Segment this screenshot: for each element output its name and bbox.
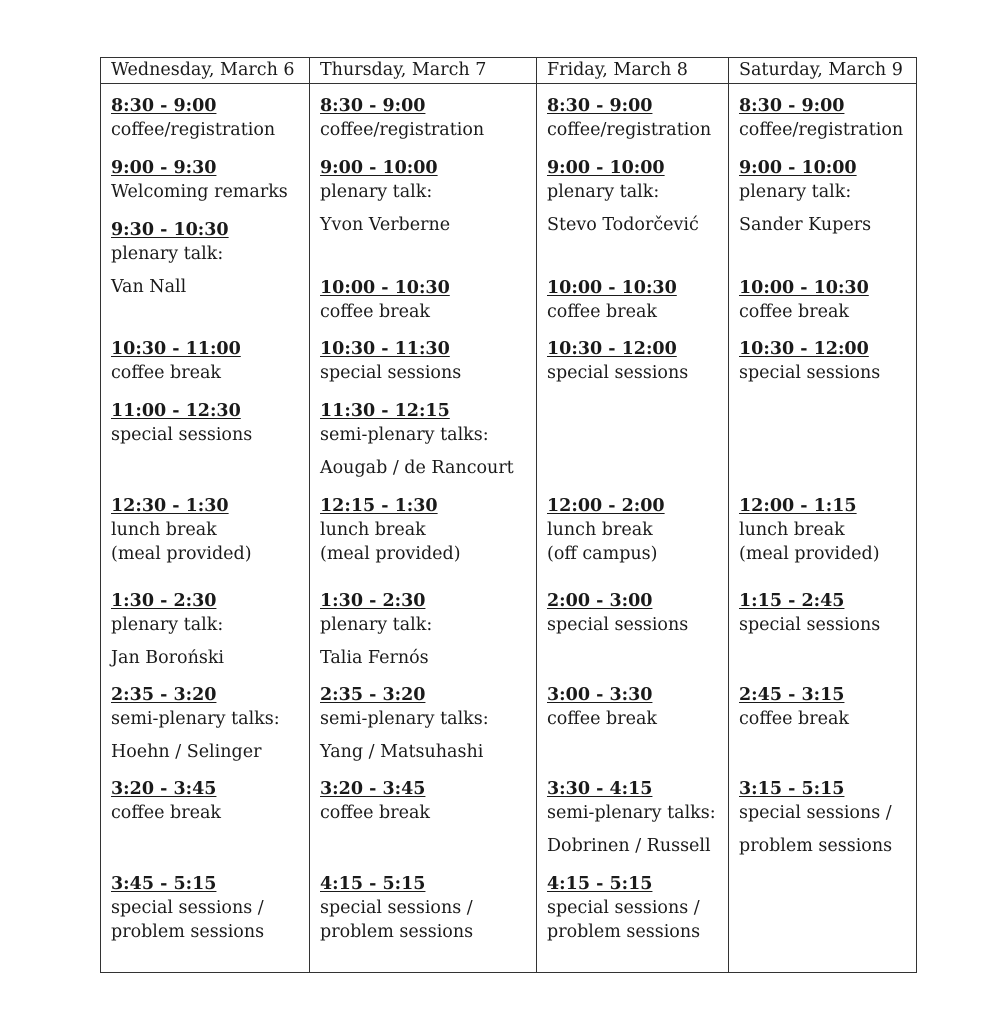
column-thursday — [310, 83, 536, 972]
time-slot: 9:30 - 10:30 — [111, 220, 229, 240]
day-header-thursday: Thursday, March 7 — [320, 60, 487, 80]
schedule-block — [111, 156, 288, 204]
session-description: lunch break — [111, 520, 217, 540]
session-description: semi-plenary talks: — [111, 709, 280, 729]
column-friday — [537, 83, 728, 972]
session-description: special sessions — [739, 363, 881, 383]
speaker-name: Yvon Verberne — [320, 215, 451, 235]
schedule-block — [320, 337, 461, 385]
time-slot: 12:00 - 2:00 — [547, 496, 665, 516]
time-slot: 4:15 - 5:15 — [320, 874, 426, 894]
session-description: coffee/registration — [320, 120, 485, 140]
time-slot: 9:00 - 10:00 — [320, 158, 438, 178]
schedule-block — [111, 872, 264, 944]
schedule-block — [547, 683, 657, 731]
session-description: plenary talk: — [320, 615, 433, 635]
session-description: coffee break — [111, 363, 222, 383]
session-description: coffee break — [739, 709, 850, 729]
speaker-name: Hoehn / Selinger — [111, 742, 262, 762]
time-slot: 11:00 - 12:30 — [111, 401, 241, 421]
time-slot: 8:30 - 9:00 — [739, 96, 845, 116]
time-slot: 3:45 - 5:15 — [111, 874, 217, 894]
session-description: coffee break — [320, 803, 431, 823]
session-description: lunch break — [739, 520, 845, 540]
session-description: special sessions — [111, 425, 253, 445]
schedule-block — [739, 337, 880, 385]
speaker-name: Van Nall — [111, 277, 187, 297]
schedule-block — [320, 589, 432, 670]
schedule-block — [320, 399, 514, 480]
time-slot: 8:30 - 9:00 — [547, 96, 653, 116]
speaker-name: Sander Kupers — [739, 215, 872, 235]
time-slot: 3:20 - 3:45 — [111, 779, 217, 799]
speaker-name: Aougab / de Rancourt — [320, 458, 514, 478]
speaker-name: problem sessions — [739, 836, 893, 856]
session-description: (off campus) — [547, 544, 658, 564]
time-slot: 3:30 - 4:15 — [547, 779, 653, 799]
header-row — [101, 58, 916, 84]
time-slot: 1:30 - 2:30 — [320, 591, 426, 611]
session-description: coffee/registration — [547, 120, 712, 140]
time-slot: 10:30 - 11:00 — [111, 339, 241, 359]
time-slot: 2:35 - 3:20 — [111, 685, 217, 705]
session-description: coffee break — [739, 302, 850, 322]
time-slot: 9:00 - 10:00 — [547, 158, 665, 178]
session-description: problem sessions — [547, 922, 701, 942]
session-description: plenary talk: — [111, 615, 224, 635]
schedule-block — [739, 276, 869, 324]
schedule-block — [547, 94, 711, 142]
schedule-block — [320, 156, 450, 237]
session-description: (meal provided) — [111, 544, 252, 564]
session-description: coffee break — [320, 302, 431, 322]
time-slot: 2:35 - 3:20 — [320, 685, 426, 705]
session-description: (meal provided) — [320, 544, 461, 564]
schedule-block — [547, 276, 677, 324]
schedule-block — [739, 589, 880, 637]
time-slot: 3:20 - 3:45 — [320, 779, 426, 799]
day-header-friday: Friday, March 8 — [547, 60, 688, 80]
session-description: coffee break — [111, 803, 222, 823]
time-slot: 3:15 - 5:15 — [739, 779, 845, 799]
session-description: semi-plenary talks: — [547, 803, 716, 823]
session-description: (meal provided) — [739, 544, 880, 564]
session-description: special sessions — [547, 363, 689, 383]
schedule-block — [547, 156, 699, 237]
time-slot: 9:00 - 9:30 — [111, 158, 217, 178]
session-description: coffee/registration — [111, 120, 276, 140]
schedule-block — [547, 872, 700, 944]
session-description: special sessions — [547, 615, 689, 635]
session-description: semi-plenary talks: — [320, 709, 489, 729]
schedule-block — [111, 777, 221, 825]
speaker-name: Jan Boroński — [111, 648, 225, 668]
schedule-block — [739, 94, 903, 142]
schedule-block — [320, 494, 461, 566]
session-description: coffee/registration — [739, 120, 904, 140]
schedule-block — [320, 683, 489, 764]
session-description: coffee break — [547, 302, 658, 322]
time-slot: 4:15 - 5:15 — [547, 874, 653, 894]
session-description: special sessions — [739, 615, 881, 635]
schedule-block — [111, 218, 229, 299]
schedule-block — [739, 683, 849, 731]
time-slot: 2:45 - 3:15 — [739, 685, 845, 705]
session-description: special sessions / — [547, 898, 700, 918]
time-slot: 10:00 - 10:30 — [320, 278, 450, 298]
schedule-block — [547, 589, 688, 637]
session-description: special sessions / — [320, 898, 473, 918]
schedule-block — [111, 589, 224, 670]
time-slot: 9:00 - 10:00 — [739, 158, 857, 178]
time-slot: 10:00 - 10:30 — [739, 278, 869, 298]
time-slot: 12:15 - 1:30 — [320, 496, 438, 516]
column-wednesday — [101, 83, 309, 972]
session-description: lunch break — [320, 520, 426, 540]
day-header-saturday: Saturday, March 9 — [739, 60, 903, 80]
session-description: problem sessions — [320, 922, 474, 942]
schedule-block — [320, 777, 430, 825]
schedule-block — [547, 777, 716, 858]
session-description: special sessions / — [739, 803, 892, 823]
time-slot: 8:30 - 9:00 — [111, 96, 217, 116]
session-description: plenary talk: — [739, 182, 852, 202]
session-description: coffee break — [547, 709, 658, 729]
session-description: special sessions / — [111, 898, 264, 918]
time-slot: 10:00 - 10:30 — [547, 278, 677, 298]
schedule-block — [111, 399, 252, 447]
schedule-block — [320, 94, 484, 142]
schedule-block — [547, 494, 665, 566]
speaker-name: Talia Fernós — [320, 648, 429, 668]
schedule-block — [547, 337, 688, 385]
speaker-name: Stevo Todorčević — [547, 215, 699, 235]
time-slot: 3:00 - 3:30 — [547, 685, 653, 705]
time-slot: 11:30 - 12:15 — [320, 401, 450, 421]
speaker-name: Yang / Matsuhashi — [320, 742, 484, 762]
session-description: plenary talk: — [547, 182, 660, 202]
time-slot: 12:30 - 1:30 — [111, 496, 229, 516]
time-slot: 8:30 - 9:00 — [320, 96, 426, 116]
time-slot: 1:15 - 2:45 — [739, 591, 845, 611]
session-description: Welcoming remarks — [111, 182, 288, 202]
time-slot: 10:30 - 12:00 — [547, 339, 677, 359]
schedule-block — [111, 494, 252, 566]
time-slot: 10:30 - 11:30 — [320, 339, 450, 359]
session-description: plenary talk: — [320, 182, 433, 202]
schedule-block — [111, 683, 280, 764]
day-header-wednesday: Wednesday, March 6 — [111, 60, 295, 80]
schedule-block — [320, 872, 473, 944]
time-slot: 10:30 - 12:00 — [739, 339, 869, 359]
schedule-table — [100, 57, 917, 973]
schedule-block — [739, 777, 892, 858]
session-description: semi-plenary talks: — [320, 425, 489, 445]
schedule-block — [111, 337, 241, 385]
schedule-block — [111, 94, 275, 142]
schedule-block — [739, 494, 880, 566]
schedule-block — [320, 276, 450, 324]
speaker-name: Dobrinen / Russell — [547, 836, 711, 856]
time-slot: 1:30 - 2:30 — [111, 591, 217, 611]
session-description: plenary talk: — [111, 244, 224, 264]
session-description: lunch break — [547, 520, 653, 540]
schedule-block — [739, 156, 871, 237]
session-description: problem sessions — [111, 922, 265, 942]
time-slot: 12:00 - 1:15 — [739, 496, 857, 516]
time-slot: 2:00 - 3:00 — [547, 591, 653, 611]
session-description: special sessions — [320, 363, 462, 383]
column-saturday — [729, 83, 918, 972]
